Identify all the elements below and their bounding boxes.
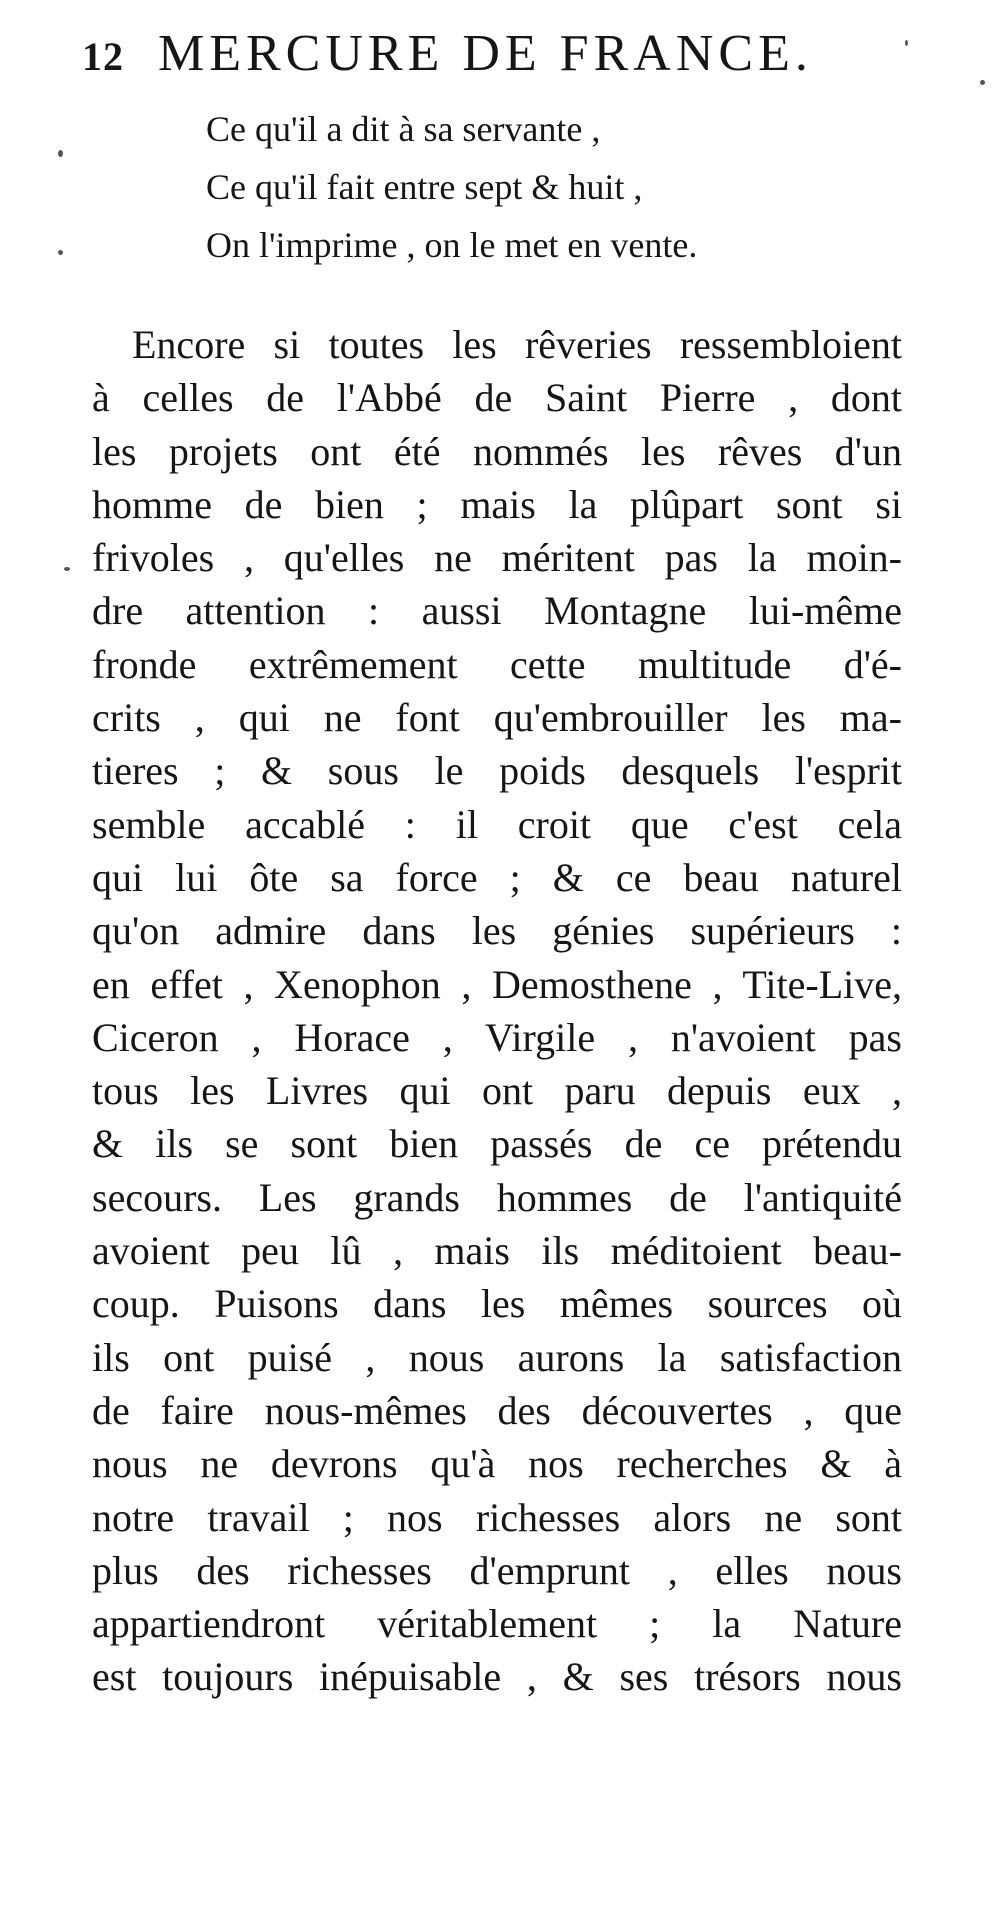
text-line: qui lui ôte sa force ; & ce beau naturel [92,854,902,900]
running-title: MERCURE DE FRANCE. [158,25,813,82]
text-line: Ciceron , Horace , Virgile , n'avoient pas [92,1014,902,1060]
verse-line: Ce qu'il fait entre sept & huit , [206,167,643,207]
text-line: & ils se sont bien passés de ce prétendu [92,1121,902,1167]
text-line: dre attention : aussi Montagne lui-même [92,588,902,634]
text-line: homme de bien ; mais la plûpart sont si [92,481,902,527]
page-number: 12 [82,34,124,79]
ink-speck [980,80,985,85]
text-line: Encore si toutes les rêveries ressembloient [132,322,902,367]
text-line: les projets ont été nommés les rêves d'un [92,428,902,474]
text-line: fronde extrêmement cette multitude d'é- [92,641,902,687]
ink-speck [58,150,63,157]
text-line: ils ont puisé , nous aurons la satisfaction [92,1334,902,1380]
text-line: avoient peu lû , mais ils méditoient beau- [92,1228,902,1274]
verse-line: On l'imprime , on le met en vente. [206,225,698,265]
text-line: notre travail ; nos richesses alors ne sont [92,1494,902,1540]
text-line: nous ne devrons qu'à nos recherches & à [92,1441,902,1487]
verse-line: Ce qu'il a dit à sa servante , [206,109,601,149]
text-line: secours. Les grands hommes de l'antiquité [92,1174,902,1220]
body-paragraph [92,318,902,1704]
text-line: est toujours inépuisable , & ses trésors nous [92,1654,902,1700]
verse-quotation [206,100,806,274]
text-line: coup. Puisons dans les mêmes sources où [92,1281,902,1327]
text-line: en effet , Xenophon , Demosthene , Tite-Live, [92,961,902,1007]
text-line: de faire nous-mêmes des découvertes , que [92,1387,902,1433]
text-line: qu'on admire dans les génies supérieurs : [92,908,902,954]
text-line: semble accablé : il croit que c'est cela [92,801,902,847]
text-line: frivoles , qu'elles ne méritent pas la moin- [92,535,902,581]
page-header [82,24,872,94]
text-line: à celles de l'Abbé de Saint Pierre , dont [92,375,902,421]
ink-speck [905,40,908,46]
text-line: appartiendront véritablement ; la Nature [92,1601,902,1647]
ink-speck [64,567,70,571]
text-line: tous les Livres qui ont paru depuis eux , [92,1068,902,1114]
text-line: tieres ; & sous le poids desquels l'esprit [92,748,902,794]
ink-speck [58,250,63,255]
text-line: crits , qui ne font qu'embrouiller les ma- [92,695,902,741]
text-line: plus des richesses d'emprunt , elles nous [92,1547,902,1593]
